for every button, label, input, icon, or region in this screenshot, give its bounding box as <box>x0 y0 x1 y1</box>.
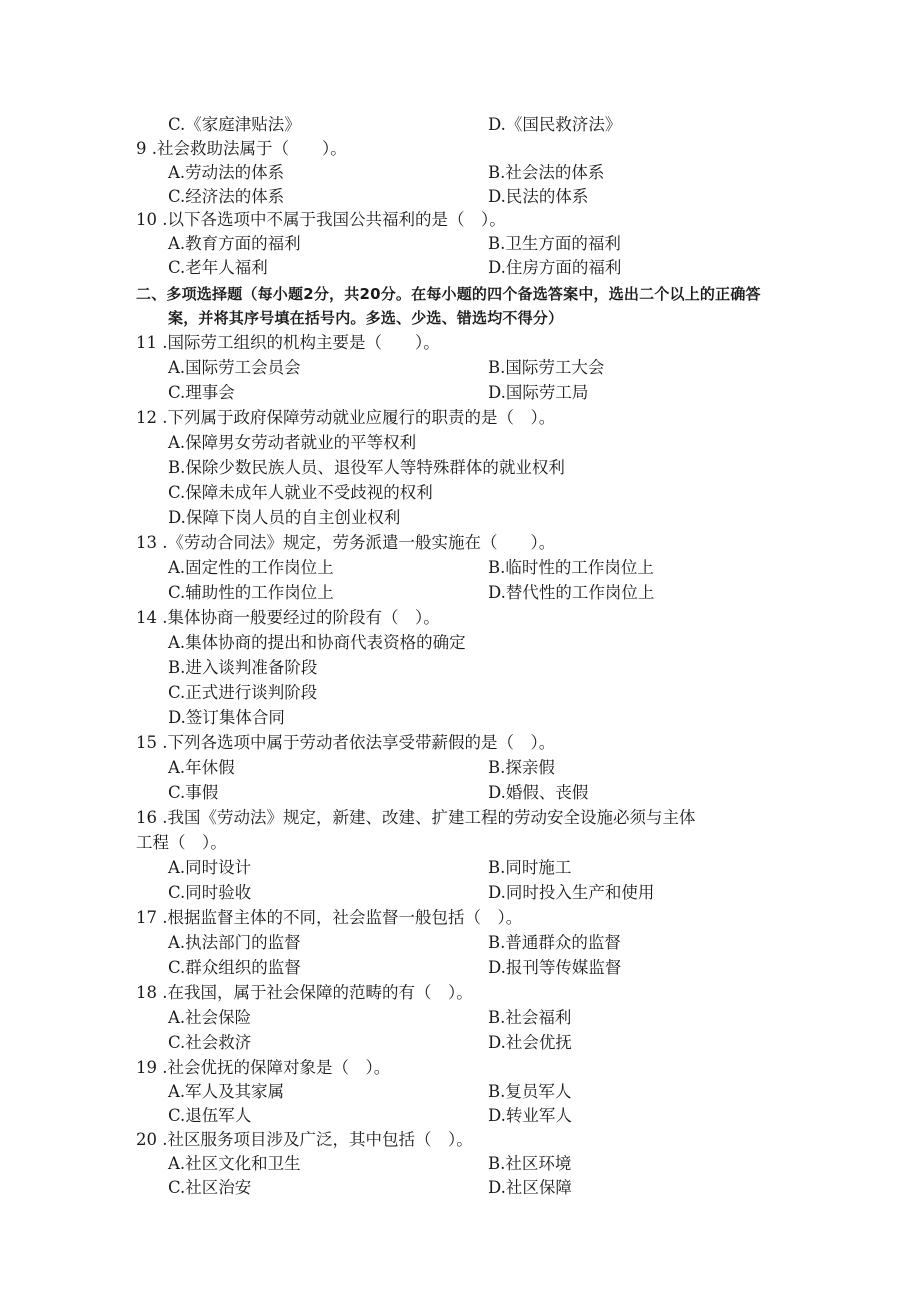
q19-options-row-2 <box>0 1103 920 1128</box>
q16-options-row-2 <box>0 880 920 905</box>
q10-stem-row <box>0 207 920 232</box>
q10-options-row-1 <box>0 231 920 256</box>
q14-option-a: A.集体协商的提出和协商代表资格的确定 <box>168 633 466 652</box>
q11-stem-row <box>0 330 920 355</box>
q13-options-row-2 <box>0 580 920 605</box>
q17-option-d: D.报刊等传媒监督 <box>488 958 622 977</box>
q20-options-row-2 <box>0 1175 920 1200</box>
q9-option-d: D.民法的体系 <box>488 187 589 206</box>
q11-options-row-1 <box>0 355 920 380</box>
q16-option-b: B.同时施工 <box>488 858 572 877</box>
q17-options-row-1 <box>0 930 920 955</box>
q16-stem-row <box>0 805 920 830</box>
q13-option-b: B.临时性的工作岗位上 <box>488 558 654 577</box>
q14-option-d-row <box>0 705 920 730</box>
q17-stem-row <box>0 905 920 930</box>
q17-stem: 17 .根据监督主体的不同，社会监督一般包括（ ）。 <box>136 908 523 927</box>
q12-option-a: A.保障男女劳动者就业的平等权利 <box>168 433 417 452</box>
q20-option-c: C.社区治安 <box>168 1178 252 1197</box>
q20-stem: 20 .社区服务项目涉及广泛，其中包括（ ）。 <box>136 1130 473 1149</box>
q19-option-c: C.退伍军人 <box>168 1106 252 1125</box>
q9-options-row-1 <box>0 160 920 185</box>
q18-option-b: B.社会福利 <box>488 1008 572 1027</box>
q13-stem-row <box>0 530 920 555</box>
q8-options-row <box>0 112 920 137</box>
q9-option-a: A.劳动法的体系 <box>168 163 285 182</box>
q9-stem-row <box>0 136 920 161</box>
q18-option-c: C.社会救济 <box>168 1033 252 1052</box>
q11-option-c: C.理事会 <box>168 383 235 402</box>
q15-option-d: D.婚假、丧假 <box>488 783 589 802</box>
q12-option-b-row <box>0 455 920 480</box>
q18-option-a: A.社会保险 <box>168 1008 252 1027</box>
q16-option-c: C.同时验收 <box>168 883 252 902</box>
q11-stem: 11 .国际劳工组织的机构主要是（ ）。 <box>136 333 440 352</box>
q18-option-d: D.社会优抚 <box>488 1033 572 1052</box>
q9-option-b: B.社会法的体系 <box>488 163 605 182</box>
q18-options-row-1 <box>0 1005 920 1030</box>
q19-stem: 19 .社会优抚的保障对象是（ ）。 <box>136 1058 391 1077</box>
q16-stem-continued: 工程（ ）。 <box>136 833 227 852</box>
q9-options-row-2 <box>0 184 920 209</box>
q14-option-d: D.签订集体合同 <box>168 708 285 727</box>
q17-options-row-2 <box>0 955 920 980</box>
q9-stem: 9 .社会救助法属于（ ）。 <box>136 139 347 158</box>
q16-stem: 16 .我国《劳动法》规定，新建、改建、扩建工程的劳动安全设施必须与主体 <box>136 808 696 827</box>
q20-options-row-1 <box>0 1151 920 1176</box>
q17-option-a: A.执法部门的监督 <box>168 933 301 952</box>
q11-option-b: B.国际劳工大会 <box>488 358 605 377</box>
q12-stem: 12 .下列属于政府保障劳动就业应履行的职责的是（ ）。 <box>136 408 556 427</box>
q13-stem: 13 .《劳动合同法》规定，劳务派遣一般实施在（ ）。 <box>136 533 556 552</box>
q19-option-a: A.军人及其家属 <box>168 1082 285 1101</box>
section-header-line-1: 二、多项选择题（每小题2分，共20分。在每小题的四个备选答案中，选出二个以上的正确答 <box>136 285 761 303</box>
q8-option-d: D.《国民救济法》 <box>488 115 622 134</box>
q20-option-a: A.社区文化和卫生 <box>168 1154 301 1173</box>
q13-options-row-1 <box>0 555 920 580</box>
q9-option-c: C.经济法的体系 <box>168 187 285 206</box>
q10-option-d: D.住房方面的福利 <box>488 258 622 277</box>
q12-option-d: D.保障下岗人员的自主创业权利 <box>168 508 401 527</box>
q16-option-d: D.同时投入生产和使用 <box>488 883 655 902</box>
q8-option-c: C.《家庭津贴法》 <box>168 115 301 134</box>
q18-options-row-2 <box>0 1030 920 1055</box>
q10-option-c: C.老年人福利 <box>168 258 268 277</box>
q20-option-b: B.社区环境 <box>488 1154 572 1173</box>
q13-option-a: A.固定性的工作岗位上 <box>168 558 334 577</box>
q12-option-c-row <box>0 480 920 505</box>
q10-stem: 10 .以下各选项中不属于我国公共福利的是（ ）。 <box>136 210 506 229</box>
q12-option-b: B.保除少数民族人员、退役军人等特殊群体的就业权利 <box>168 458 565 477</box>
q14-option-b-row <box>0 655 920 680</box>
q12-option-a-row <box>0 430 920 455</box>
q16-options-row-1 <box>0 855 920 880</box>
q14-option-c: C.正式进行谈判阶段 <box>168 683 318 702</box>
q14-stem: 14 .集体协商一般要经过的阶段有（ ）。 <box>136 608 440 627</box>
section-header-line-2: 案，并将其序号填在括号内。多选、少选、错选均不得分） <box>168 309 564 327</box>
q17-option-b: B.普通群众的监督 <box>488 933 621 952</box>
q19-option-b: B.复员军人 <box>488 1082 572 1101</box>
q20-option-d: D.社区保障 <box>488 1178 572 1197</box>
q14-option-a-row <box>0 630 920 655</box>
q13-option-c: C.辅助性的工作岗位上 <box>168 583 334 602</box>
q15-options-row-1 <box>0 755 920 780</box>
q13-option-d: D.替代性的工作岗位上 <box>488 583 655 602</box>
q16-option-a: A.同时设计 <box>168 858 252 877</box>
q15-stem-row <box>0 730 920 755</box>
q16-stem-row-2 <box>0 830 920 855</box>
q18-stem: 18 .在我国，属于社会保障的范畴的有（ ）。 <box>136 983 473 1002</box>
q15-stem: 15 .下列各选项中属于劳动者依法享受带薪假的是（ ）。 <box>136 733 556 752</box>
q17-option-c: C.群众组织的监督 <box>168 958 301 977</box>
q12-option-c: C.保障未成年人就业不受歧视的权利 <box>168 483 433 502</box>
q19-stem-row <box>0 1055 920 1080</box>
q11-option-d: D.国际劳工局 <box>488 383 589 402</box>
q15-options-row-2 <box>0 780 920 805</box>
q20-stem-row <box>0 1127 920 1152</box>
q11-options-row-2 <box>0 380 920 405</box>
q12-stem-row <box>0 405 920 430</box>
q10-options-row-2 <box>0 255 920 280</box>
q19-option-d: D.转业军人 <box>488 1106 572 1125</box>
q15-option-a: A.年休假 <box>168 758 235 777</box>
q18-stem-row <box>0 980 920 1005</box>
q14-option-b: B.进入谈判准备阶段 <box>168 658 318 677</box>
q10-option-b: B.卫生方面的福利 <box>488 234 621 253</box>
q14-stem-row <box>0 605 920 630</box>
q12-option-d-row <box>0 505 920 530</box>
q15-option-c: C.事假 <box>168 783 219 802</box>
q10-option-a: A.教育方面的福利 <box>168 234 301 253</box>
q15-option-b: B.探亲假 <box>488 758 555 777</box>
q11-option-a: A.国际劳工会员会 <box>168 358 301 377</box>
q19-options-row-1 <box>0 1079 920 1104</box>
q14-option-c-row <box>0 680 920 705</box>
